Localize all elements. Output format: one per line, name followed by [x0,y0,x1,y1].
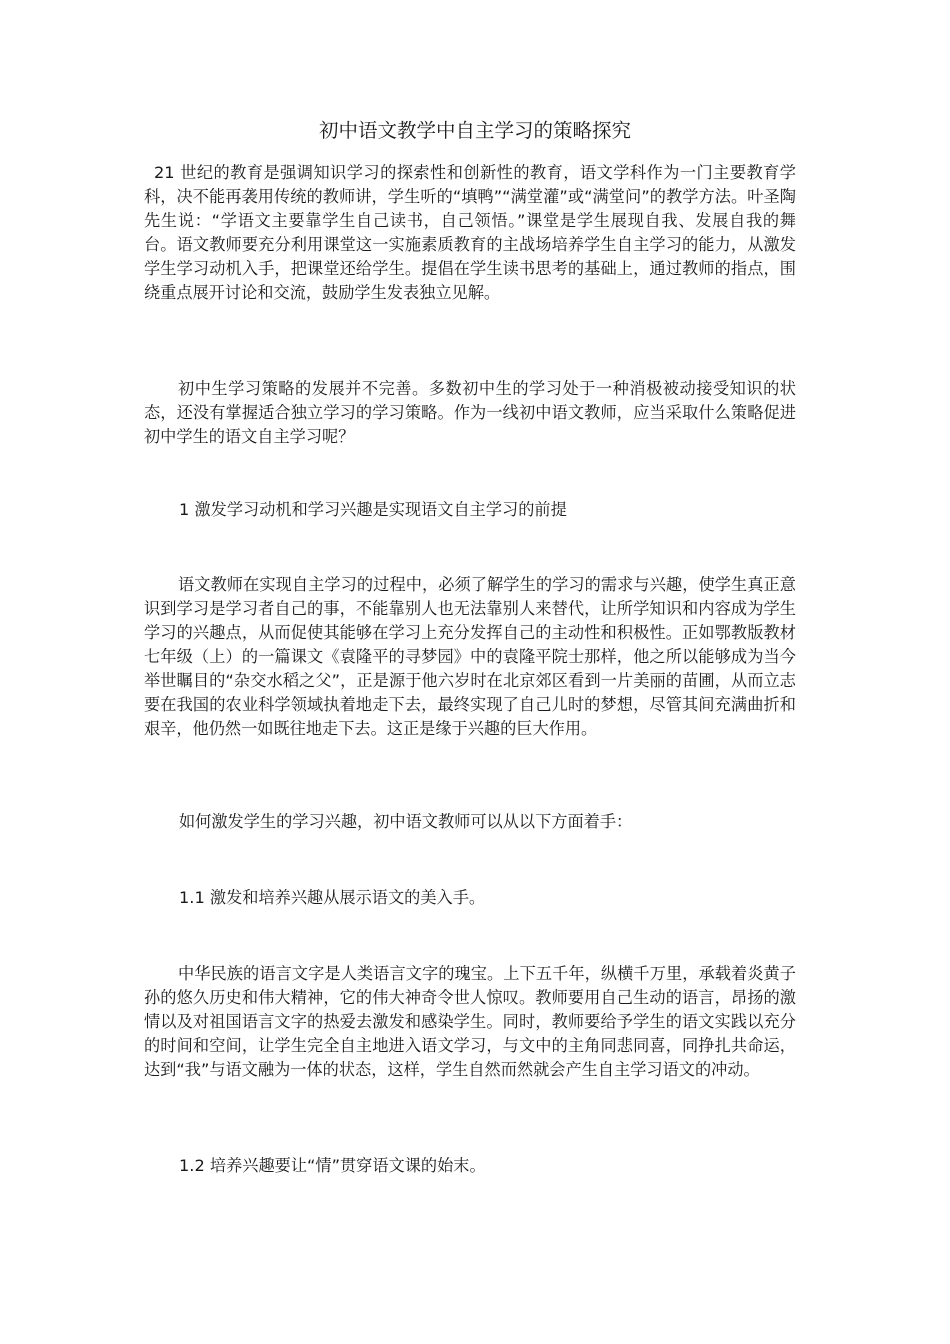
section-heading-1-1: 1.1 激发和培养兴趣从展示语文的美入手。 [179,888,486,907]
paragraph-language-beauty: 中华民族的语言文字是人类语言文字的瑰宝。上下五千年，纵横千万里，承载着炎黄子孙的悠久历史和伟大精神，它的伟大神奇令世人惊叹。教师要用自己生动的语言，昂扬的激情以及对祖国语言文字的热爱去激发和感染学生。同时，教师要给予学生的语文实践以充分的时间和空间，让学生完全自主地进入语文学习，与文中的主角同悲同喜，同挣扎共命运，达到“我”与语文融为一体的状态，这样，学生自然而然就会产生自主学习语文的冲动。 [144,964,796,1079]
section-heading-1: 1 激发学习动机和学习兴趣是实现语文自主学习的前提 [179,500,567,519]
paragraph-how-to: 如何激发学生的学习兴趣，初中语文教师可以从以下方面着手： [179,812,633,831]
paragraph-motivation: 语文教师在实现自主学习的过程中，必须了解学生的学习的需求与兴趣，使学生真正意识到学习是学习者自己的事，不能靠别人也无法靠别人来替代，让所学知识和内容成为学生学习的兴趣点，从而促使其能够在学习上充分发挥自己的主动性和积极性。正如鄂教版教材七年级（上）的一篇课文《袁隆平的寻梦园》中的袁隆平院士那样，他之所以能够成为当今举世瞩目的“杂交水稻之父”，正是源于他六岁时在北京郊区看到一片美丽的苗圃，从而立志要在我国的农业科学领域执着地走下去，最终实现了自己儿时的梦想，尽管其间充满曲折和艰辛，他仍然一如既往地走下去。这正是缘于兴趣的巨大作用。 [144,575,796,738]
section-heading-1-2: 1.2 培养兴趣要让“情”贯穿语文课的始末。 [179,1156,486,1175]
paragraph-intro: 21 世纪的教育是强调知识学习的探索性和创新性的教育，语文学科作为一门主要教育学科，决不能再袭用传统的教师讲，学生听的“填鸭”“满堂灌”或“满堂问”的教学方法。叶圣陶先生说：“学语文主要靠学生自己读书，自己领悟。”课堂是学生展现自我、发展自我的舞台。语文教师要充分利用课堂这一实施素质教育的主战场培养学生自主学习的能力，从激发学生学习动机入手，把课堂还给学生。提倡在学生读书思考的基础上，通过教师的指点，围绕重点展开讨论和交流，鼓励学生发表独立见解。 [144,163,796,302]
paragraph-strategy-question: 初中生学习策略的发展并不完善。多数初中生的学习处于一种消极被动接受知识的状态，还没有掌握适合独立学习的学习策略。作为一线初中语文教师，应当采取什么策略促进初中学生的语文自主学习呢？ [144,379,796,446]
document-title: 初中语文教学中自主学习的策略探究 [318,119,631,142]
